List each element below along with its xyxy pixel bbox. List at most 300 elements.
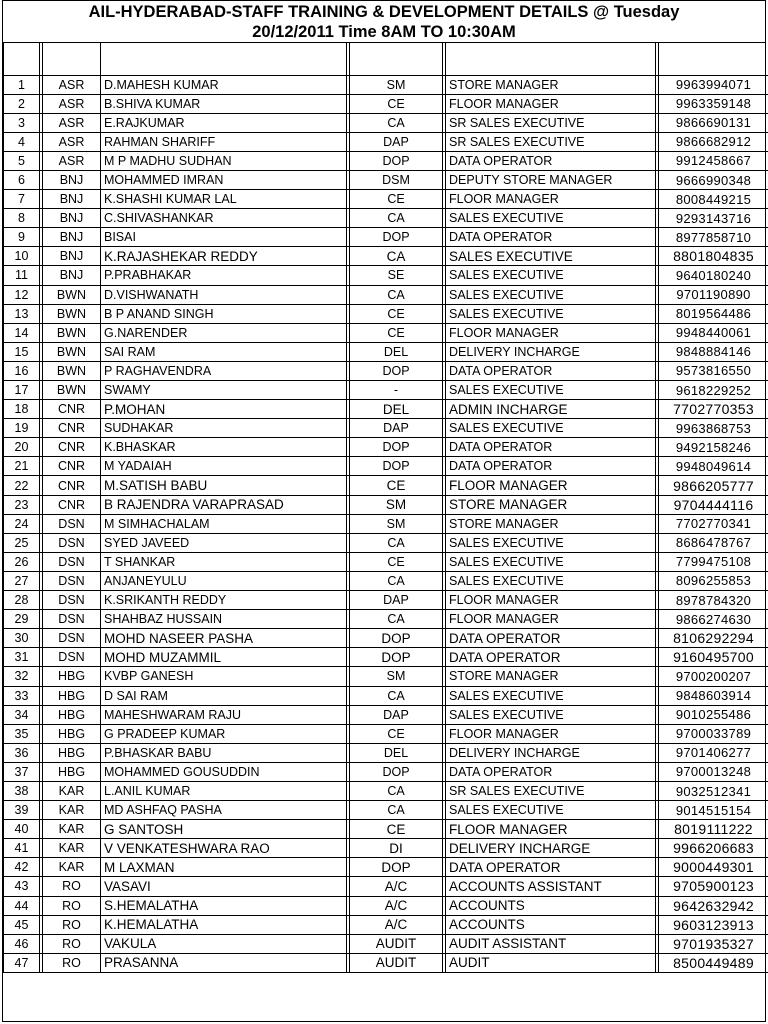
role-code-cell: DEL <box>350 400 443 419</box>
staff-name-cell: T SHANKAR <box>101 552 347 571</box>
staff-name-cell: SYED JAVEED <box>101 533 347 552</box>
staff-name-cell: G PRADEEP KUMAR <box>101 724 347 743</box>
designation-cell: DATA OPERATOR <box>446 629 656 648</box>
role-code-cell: SM <box>350 667 443 686</box>
designation-cell: DELIVERY INCHARGE <box>446 743 656 762</box>
role-code-cell: DAP <box>350 419 443 438</box>
table-row <box>4 113 768 132</box>
staff-name-cell: RAHMAN SHARIFF <box>101 132 347 151</box>
staff-name-cell: S.HEMALATHA <box>101 896 347 915</box>
table-row <box>4 686 768 705</box>
designation-cell: FLOOR MANAGER <box>446 190 656 209</box>
designation-cell: ACCOUNTS <box>446 915 656 934</box>
phone-cell: 7702770353 <box>659 400 768 419</box>
store-code-cell: ASR <box>43 151 101 170</box>
phone-cell: 9963868753 <box>659 419 768 438</box>
designation-cell: SALES EXECUTIVE <box>446 247 656 266</box>
staff-name-cell: SHAHBAZ HUSSAIN <box>101 610 347 629</box>
phone-cell: 9700033789 <box>659 724 768 743</box>
header-cell <box>350 43 443 75</box>
row-number-cell: 39 <box>4 801 40 820</box>
table-row <box>4 323 768 342</box>
designation-cell: DATA OPERATOR <box>446 762 656 781</box>
designation-cell: FLOOR MANAGER <box>446 610 656 629</box>
phone-cell: 9866690131 <box>659 113 768 132</box>
table-row <box>4 190 768 209</box>
designation-cell: SALES EXECUTIVE <box>446 209 656 228</box>
role-code-cell: CE <box>350 323 443 342</box>
title-line-1: AIL-HYDERABAD-STAFF TRAINING & DEVELOPMENT DETAILS @ Tuesday <box>88 3 680 21</box>
phone-cell: 9866274630 <box>659 610 768 629</box>
role-code-cell: DOP <box>350 228 443 247</box>
row-number-cell: 26 <box>4 552 40 571</box>
phone-cell: 9848884146 <box>659 342 768 361</box>
store-code-cell: CNR <box>43 400 101 419</box>
staff-name-cell: C.SHIVASHANKAR <box>101 209 347 228</box>
row-number-cell: 35 <box>4 724 40 743</box>
table-row <box>4 151 768 170</box>
row-number-cell: 8 <box>4 209 40 228</box>
phone-cell: 9492158246 <box>659 438 768 457</box>
staff-name-cell: D SAI RAM <box>101 686 347 705</box>
phone-cell: 9700013248 <box>659 762 768 781</box>
store-code-cell: BNJ <box>43 170 101 189</box>
store-code-cell: RO <box>43 877 101 896</box>
table-row <box>4 953 768 972</box>
staff-name-cell: K.SRIKANTH REDDY <box>101 591 347 610</box>
staff-name-cell: BISAI <box>101 228 347 247</box>
role-code-cell: DOP <box>350 361 443 380</box>
staff-name-cell: SAI RAM <box>101 342 347 361</box>
store-code-cell: HBG <box>43 686 101 705</box>
table-row <box>4 724 768 743</box>
phone-cell: 9014515154 <box>659 801 768 820</box>
phone-cell: 8801804835 <box>659 247 768 266</box>
staff-name-cell: KVBP GANESH <box>101 667 347 686</box>
row-number-cell: 43 <box>4 877 40 896</box>
staff-name-cell: M YADAIAH <box>101 457 347 476</box>
row-number-cell: 12 <box>4 285 40 304</box>
table-row <box>4 304 768 323</box>
store-code-cell: RO <box>43 915 101 934</box>
store-code-cell: ASR <box>43 113 101 132</box>
role-code-cell: A/C <box>350 896 443 915</box>
row-number-cell: 37 <box>4 762 40 781</box>
table-row <box>4 533 768 552</box>
row-number-cell: 47 <box>4 953 40 972</box>
store-code-cell: CNR <box>43 457 101 476</box>
table-row <box>4 438 768 457</box>
row-number-cell: 42 <box>4 858 40 877</box>
role-code-cell: - <box>350 381 443 400</box>
role-code-cell: DOP <box>350 648 443 667</box>
role-code-cell: A/C <box>350 877 443 896</box>
staff-name-cell: K.RAJASHEKAR REDDY <box>101 247 347 266</box>
staff-name-cell: VASAVI <box>101 877 347 896</box>
store-code-cell: BNJ <box>43 266 101 285</box>
store-code-cell: BNJ <box>43 209 101 228</box>
table-row <box>4 209 768 228</box>
phone-cell: 9848603914 <box>659 686 768 705</box>
table-row <box>4 476 768 495</box>
row-number-cell: 10 <box>4 247 40 266</box>
designation-cell: SALES EXECUTIVE <box>446 801 656 820</box>
phone-cell: 7799475108 <box>659 552 768 571</box>
staff-name-cell: K.SHASHI KUMAR LAL <box>101 190 347 209</box>
table-row <box>4 514 768 533</box>
row-number-cell: 3 <box>4 113 40 132</box>
staff-name-cell: MOHD NASEER PASHA <box>101 629 347 648</box>
staff-name-cell: MOHAMMED IMRAN <box>101 170 347 189</box>
role-code-cell: CE <box>350 724 443 743</box>
row-number-cell: 25 <box>4 533 40 552</box>
phone-cell: 9701935327 <box>659 934 768 953</box>
staff-table-body <box>4 43 768 972</box>
designation-cell: FLOOR MANAGER <box>446 820 656 839</box>
table-row <box>4 75 768 94</box>
staff-name-cell: M LAXMAN <box>101 858 347 877</box>
staff-name-cell: M P MADHU SUDHAN <box>101 151 347 170</box>
designation-cell: DATA OPERATOR <box>446 457 656 476</box>
role-code-cell: SM <box>350 75 443 94</box>
role-code-cell: DI <box>350 839 443 858</box>
role-code-cell: CA <box>350 209 443 228</box>
table-row <box>4 877 768 896</box>
staff-name-cell: PRASANNA <box>101 953 347 972</box>
role-code-cell: DAP <box>350 591 443 610</box>
table-row <box>4 743 768 762</box>
table-row <box>4 629 768 648</box>
role-code-cell: CE <box>350 94 443 113</box>
designation-cell: DATA OPERATOR <box>446 228 656 247</box>
role-code-cell: DOP <box>350 151 443 170</box>
staff-name-cell: G SANTOSH <box>101 820 347 839</box>
designation-cell: DELIVERY INCHARGE <box>446 839 656 858</box>
row-number-cell: 30 <box>4 629 40 648</box>
row-number-cell: 36 <box>4 743 40 762</box>
staff-name-cell: B RAJENDRA VARAPRASAD <box>101 495 347 514</box>
store-code-cell: KAR <box>43 858 101 877</box>
table-row <box>4 820 768 839</box>
header-cell <box>43 43 101 75</box>
store-code-cell: BNJ <box>43 247 101 266</box>
table-row <box>4 94 768 113</box>
sheet-title <box>3 1 765 43</box>
phone-cell: 9866682912 <box>659 132 768 151</box>
row-number-cell: 17 <box>4 381 40 400</box>
role-code-cell: CE <box>350 476 443 495</box>
phone-cell: 8978784320 <box>659 591 768 610</box>
row-number-cell: 38 <box>4 781 40 800</box>
row-number-cell: 19 <box>4 419 40 438</box>
role-code-cell: CE <box>350 304 443 323</box>
phone-cell: 9666990348 <box>659 170 768 189</box>
store-code-cell: DSN <box>43 610 101 629</box>
designation-cell: FLOOR MANAGER <box>446 476 656 495</box>
phone-cell: 9866205777 <box>659 476 768 495</box>
store-code-cell: HBG <box>43 724 101 743</box>
table-row <box>4 419 768 438</box>
store-code-cell: HBG <box>43 762 101 781</box>
table-row <box>4 705 768 724</box>
phone-cell: 9618229252 <box>659 381 768 400</box>
table-row <box>4 839 768 858</box>
table-row <box>4 247 768 266</box>
phone-cell: 9000449301 <box>659 858 768 877</box>
row-number-cell: 45 <box>4 915 40 934</box>
row-number-cell: 22 <box>4 476 40 495</box>
row-number-cell: 31 <box>4 648 40 667</box>
table-row <box>4 552 768 571</box>
phone-cell: 9032512341 <box>659 781 768 800</box>
row-number-cell: 28 <box>4 591 40 610</box>
row-number-cell: 20 <box>4 438 40 457</box>
staff-name-cell: SUDHAKAR <box>101 419 347 438</box>
designation-cell: FLOOR MANAGER <box>446 724 656 743</box>
staff-name-cell: E.RAJKUMAR <box>101 113 347 132</box>
store-code-cell: DSN <box>43 629 101 648</box>
designation-cell: SALES EXECUTIVE <box>446 686 656 705</box>
role-code-cell: CA <box>350 686 443 705</box>
role-code-cell: DOP <box>350 858 443 877</box>
row-number-cell: 41 <box>4 839 40 858</box>
table-row <box>4 915 768 934</box>
row-number-cell: 7 <box>4 190 40 209</box>
phone-cell: 9293143716 <box>659 209 768 228</box>
designation-cell: DELIVERY INCHARGE <box>446 342 656 361</box>
role-code-cell: AUDIT <box>350 934 443 953</box>
designation-cell: STORE MANAGER <box>446 514 656 533</box>
title-line-2: 20/12/2011 Time 8AM TO 10:30AM <box>252 23 516 41</box>
row-number-cell: 24 <box>4 514 40 533</box>
table-row <box>4 228 768 247</box>
designation-cell: DEPUTY STORE MANAGER <box>446 170 656 189</box>
store-code-cell: BWN <box>43 342 101 361</box>
designation-cell: SALES EXECUTIVE <box>446 419 656 438</box>
table-row <box>4 801 768 820</box>
designation-cell: ACCOUNTS ASSISTANT <box>446 877 656 896</box>
store-code-cell: DSN <box>43 648 101 667</box>
phone-cell: 9573816550 <box>659 361 768 380</box>
staff-name-cell: VAKULA <box>101 934 347 953</box>
store-code-cell: KAR <box>43 801 101 820</box>
designation-cell: SR SALES EXECUTIVE <box>446 132 656 151</box>
store-code-cell: ASR <box>43 94 101 113</box>
phone-cell: 9963359148 <box>659 94 768 113</box>
staff-name-cell: ANJANEYULU <box>101 571 347 590</box>
phone-cell: 9948049614 <box>659 457 768 476</box>
staff-name-cell: M.SATISH BABU <box>101 476 347 495</box>
phone-cell: 7702770341 <box>659 514 768 533</box>
header-row <box>4 43 768 75</box>
row-number-cell: 15 <box>4 342 40 361</box>
store-code-cell: KAR <box>43 820 101 839</box>
store-code-cell: KAR <box>43 781 101 800</box>
store-code-cell: KAR <box>43 839 101 858</box>
row-number-cell: 33 <box>4 686 40 705</box>
designation-cell: ACCOUNTS <box>446 896 656 915</box>
designation-cell: FLOOR MANAGER <box>446 591 656 610</box>
table-row <box>4 266 768 285</box>
phone-cell: 9948440061 <box>659 323 768 342</box>
staff-name-cell: SWAMY <box>101 381 347 400</box>
staff-name-cell: P RAGHAVENDRA <box>101 361 347 380</box>
table-row <box>4 934 768 953</box>
table-row <box>4 781 768 800</box>
row-number-cell: 44 <box>4 896 40 915</box>
staff-name-cell: D.VISHWANATH <box>101 285 347 304</box>
designation-cell: FLOOR MANAGER <box>446 323 656 342</box>
phone-cell: 8019111222 <box>659 820 768 839</box>
store-code-cell: HBG <box>43 743 101 762</box>
role-code-cell: DOP <box>350 762 443 781</box>
phone-cell: 8977858710 <box>659 228 768 247</box>
staff-name-cell: G.NARENDER <box>101 323 347 342</box>
designation-cell: SALES EXECUTIVE <box>446 285 656 304</box>
store-code-cell: BWN <box>43 381 101 400</box>
table-row <box>4 361 768 380</box>
role-code-cell: DAP <box>350 132 443 151</box>
table-row <box>4 495 768 514</box>
staff-sheet <box>2 0 766 1022</box>
designation-cell: SALES EXECUTIVE <box>446 571 656 590</box>
designation-cell: AUDIT <box>446 953 656 972</box>
store-code-cell: HBG <box>43 705 101 724</box>
phone-cell: 9704444116 <box>659 495 768 514</box>
table-row <box>4 400 768 419</box>
row-number-cell: 34 <box>4 705 40 724</box>
table-row <box>4 591 768 610</box>
designation-cell: DATA OPERATOR <box>446 858 656 877</box>
phone-cell: 8019564486 <box>659 304 768 323</box>
role-code-cell: AUDIT <box>350 953 443 972</box>
header-cell <box>4 43 40 75</box>
row-number-cell: 46 <box>4 934 40 953</box>
store-code-cell: DSN <box>43 514 101 533</box>
row-number-cell: 29 <box>4 610 40 629</box>
staff-name-cell: P.PRABHAKAR <box>101 266 347 285</box>
staff-name-cell: MOHD MUZAMMIL <box>101 648 347 667</box>
role-code-cell: DEL <box>350 342 443 361</box>
store-code-cell: HBG <box>43 667 101 686</box>
store-code-cell: CNR <box>43 419 101 438</box>
phone-cell: 9010255486 <box>659 705 768 724</box>
role-code-cell: CE <box>350 820 443 839</box>
store-code-cell: DSN <box>43 591 101 610</box>
role-code-cell: CA <box>350 801 443 820</box>
table-row <box>4 381 768 400</box>
staff-name-cell: V VENKATESHWARA RAO <box>101 839 347 858</box>
staff-name-cell: MD ASHFAQ PASHA <box>101 801 347 820</box>
role-code-cell: CA <box>350 571 443 590</box>
staff-name-cell: L.ANIL KUMAR <box>101 781 347 800</box>
staff-name-cell: B P ANAND SINGH <box>101 304 347 323</box>
table-row <box>4 132 768 151</box>
designation-cell: SALES EXECUTIVE <box>446 705 656 724</box>
row-number-cell: 16 <box>4 361 40 380</box>
staff-name-cell: MOHAMMED GOUSUDDIN <box>101 762 347 781</box>
row-number-cell: 2 <box>4 94 40 113</box>
staff-name-cell: P.MOHAN <box>101 400 347 419</box>
phone-cell: 9160495700 <box>659 648 768 667</box>
row-number-cell: 4 <box>4 132 40 151</box>
store-code-cell: ASR <box>43 75 101 94</box>
row-number-cell: 11 <box>4 266 40 285</box>
role-code-cell: DOP <box>350 457 443 476</box>
store-code-cell: BNJ <box>43 190 101 209</box>
staff-name-cell: D.MAHESH KUMAR <box>101 75 347 94</box>
phone-cell: 8008449215 <box>659 190 768 209</box>
designation-cell: DATA OPERATOR <box>446 151 656 170</box>
designation-cell: SALES EXECUTIVE <box>446 304 656 323</box>
role-code-cell: CA <box>350 533 443 552</box>
table-row <box>4 285 768 304</box>
designation-cell: DATA OPERATOR <box>446 438 656 457</box>
role-code-cell: DEL <box>350 743 443 762</box>
phone-cell: 9700200207 <box>659 667 768 686</box>
role-code-cell: SM <box>350 514 443 533</box>
store-code-cell: CNR <box>43 476 101 495</box>
table-row <box>4 457 768 476</box>
designation-cell: STORE MANAGER <box>446 667 656 686</box>
row-number-cell: 5 <box>4 151 40 170</box>
store-code-cell: RO <box>43 953 101 972</box>
staff-name-cell: K.HEMALATHA <box>101 915 347 934</box>
store-code-cell: BWN <box>43 323 101 342</box>
phone-cell: 8686478767 <box>659 533 768 552</box>
staff-name-cell: M SIMHACHALAM <box>101 514 347 533</box>
role-code-cell: CE <box>350 552 443 571</box>
store-code-cell: BWN <box>43 285 101 304</box>
phone-cell: 8500449489 <box>659 953 768 972</box>
designation-cell: AUDIT ASSISTANT <box>446 934 656 953</box>
role-code-cell: SM <box>350 495 443 514</box>
header-cell <box>659 43 768 75</box>
table-row <box>4 896 768 915</box>
store-code-cell: RO <box>43 934 101 953</box>
designation-cell: SALES EXECUTIVE <box>446 552 656 571</box>
row-number-cell: 21 <box>4 457 40 476</box>
store-code-cell: BNJ <box>43 228 101 247</box>
designation-cell: SALES EXECUTIVE <box>446 381 656 400</box>
staff-name-cell: K.BHASKAR <box>101 438 347 457</box>
designation-cell: SALES EXECUTIVE <box>446 533 656 552</box>
phone-cell: 9966206683 <box>659 839 768 858</box>
row-number-cell: 27 <box>4 571 40 590</box>
staff-name-cell: P.BHASKAR BABU <box>101 743 347 762</box>
designation-cell: DATA OPERATOR <box>446 361 656 380</box>
row-number-cell: 6 <box>4 170 40 189</box>
designation-cell: SALES EXECUTIVE <box>446 266 656 285</box>
phone-cell: 9701190890 <box>659 285 768 304</box>
role-code-cell: CA <box>350 781 443 800</box>
role-code-cell: SE <box>350 266 443 285</box>
row-number-cell: 1 <box>4 75 40 94</box>
designation-cell: STORE MANAGER <box>446 495 656 514</box>
row-number-cell: 23 <box>4 495 40 514</box>
role-code-cell: DAP <box>350 705 443 724</box>
designation-cell: DATA OPERATOR <box>446 648 656 667</box>
store-code-cell: RO <box>43 896 101 915</box>
role-code-cell: CA <box>350 113 443 132</box>
designation-cell: SR SALES EXECUTIVE <box>446 113 656 132</box>
phone-cell: 8106292294 <box>659 629 768 648</box>
header-cell <box>446 43 656 75</box>
staff-name-cell: B.SHIVA KUMAR <box>101 94 347 113</box>
store-code-cell: BWN <box>43 361 101 380</box>
table-row <box>4 571 768 590</box>
row-number-cell: 9 <box>4 228 40 247</box>
